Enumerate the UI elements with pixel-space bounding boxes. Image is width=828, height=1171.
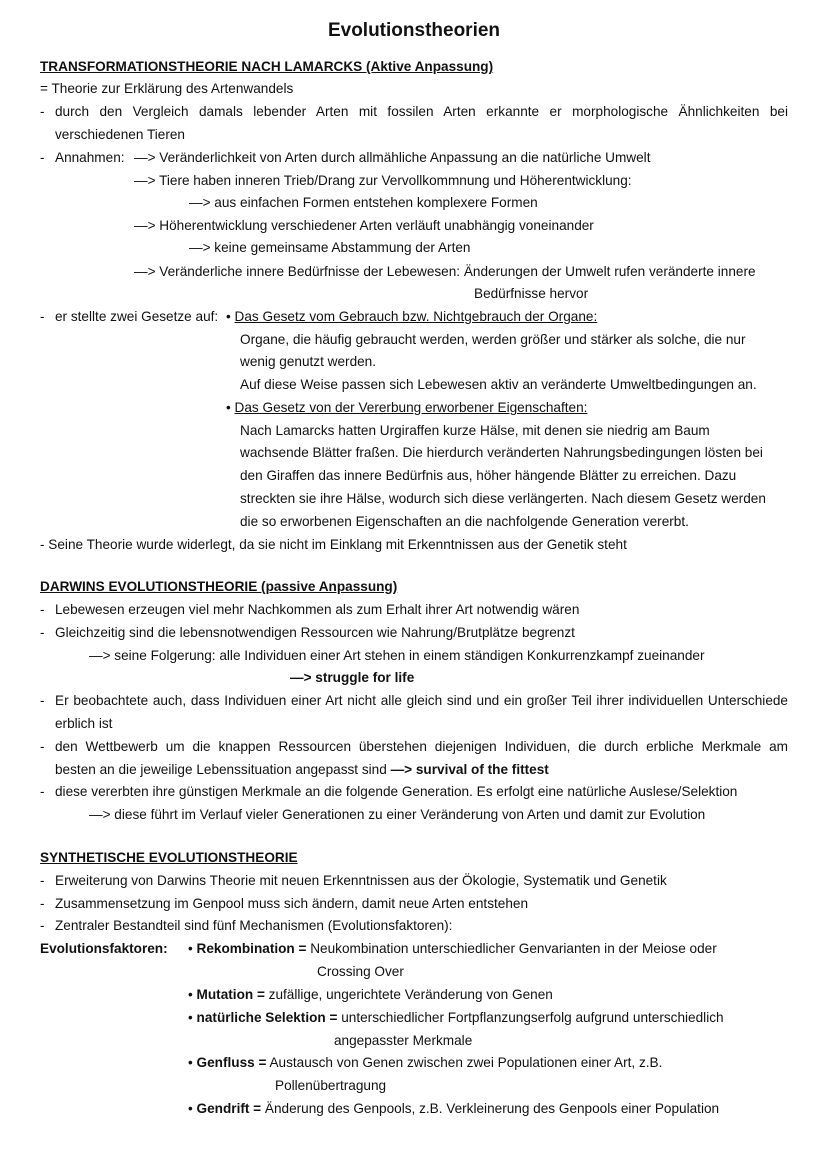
law-2-title: • Das Gesetz von der Vererbung erworbener Eigenschaften: xyxy=(226,400,588,415)
law-1-title-text: Das Gesetz vom Gebrauch bzw. Nichtgebrauch der Organe: xyxy=(234,309,598,324)
bullet-dash: - xyxy=(40,602,45,617)
struggle-for-life: —> struggle for life xyxy=(290,670,415,685)
factor-term: Mutation = xyxy=(196,987,265,1002)
bullet-dash: - xyxy=(40,625,45,640)
laws-intro: er stellte zwei Gesetze auf: xyxy=(55,309,219,324)
bullet-dash: - xyxy=(40,918,45,933)
lamarck-heading: TRANSFORMATIONSTHEORIE NACH LAMARCKS (Aktive Anpassung) xyxy=(40,59,494,74)
lamarck-refuted: - Seine Theorie wurde widerlegt, da sie nicht im Einklang mit Erkenntnissen aus der Genetik steht xyxy=(40,537,627,552)
darwin-point-4-text: besten an die jeweilige Lebenssituation angepasst sind xyxy=(55,762,387,777)
factor-text: unterschiedlicher Fortpflanzungserfolg aufgrund unterschiedlich xyxy=(337,1010,724,1025)
bullet-dash: - xyxy=(40,693,45,708)
law-1-line: Organe, die häufig gebraucht werden, werden größer und stärker als solche, die nur xyxy=(240,332,746,347)
darwin-point-4-line-2 xyxy=(55,760,549,779)
bullet-dash: - xyxy=(40,150,45,165)
factor-rekombination-cont: Crossing Over xyxy=(317,964,404,979)
factor-genfluss-cont: Pollenübertragung xyxy=(275,1078,387,1093)
factor-text: Neukombination unterschiedlicher Genvarianten in der Meiose oder xyxy=(306,941,717,956)
synthetic-heading: SYNTHETISCHE EVOLUTIONSTHEORIE xyxy=(40,850,298,865)
factor-genfluss: • Genfluss = Austausch von Genen zwischen zwei Populationen einer Art, z.B. xyxy=(188,1055,663,1070)
factor-text: zufällige, ungerichtete Veränderung von Genen xyxy=(264,987,553,1002)
assumption-4: —> Veränderliche innere Bedürfnisse der Lebewesen: Änderungen der Umwelt rufen veränderte innere xyxy=(134,264,756,279)
factors-label: Evolutionsfaktoren: xyxy=(40,941,168,956)
lamarck-comparison-line-2: verschiedenen Tieren xyxy=(55,127,185,142)
page-title: Evolutionstheorien xyxy=(327,20,501,41)
lamarck-comparison-line-1: durch den Vergleich damals lebender Arten mit fossilen Arten erkannte er morphologische Ähnlichkeiten bei xyxy=(55,104,788,119)
darwin-conclusion: —> seine Folgerung: alle Individuen einer Art stehen in einem ständigen Konkurrenzkampf zueinander xyxy=(89,648,705,663)
synthetic-point-3: Zentraler Bestandteil sind fünf Mechanismen (Evolutionsfaktoren): xyxy=(55,918,453,933)
factor-selektion-cont: angepasster Merkmale xyxy=(334,1033,473,1048)
law-1-title: • Das Gesetz vom Gebrauch bzw. Nichtgebrauch der Organe: xyxy=(226,309,598,324)
assumption-3-sub: —> keine gemeinsame Abstammung der Arten xyxy=(189,240,471,255)
darwin-point-2: Gleichzeitig sind die lebensnotwendigen Ressourcen wie Nahrung/Brutplätze begrenzt xyxy=(55,625,575,640)
factor-text: Änderung des Genpools, z.B. Verkleinerung des Genpools einer Population xyxy=(261,1101,720,1116)
darwin-point-4-line-1: den Wettbewerb um die knappen Ressourcen überstehen diejenigen Individuen, die durch erbliche Merkmale am xyxy=(55,739,788,754)
assumptions-label: Annahmen: xyxy=(55,150,125,165)
survival-of-the-fittest: —> survival of the fittest xyxy=(390,762,549,777)
bullet-dash: - xyxy=(40,309,45,324)
darwin-point-3-line-2: erblich ist xyxy=(55,716,113,731)
factor-term: Genfluss = xyxy=(196,1055,267,1070)
bullet-dash: - xyxy=(40,873,45,888)
darwin-point-5: diese vererbten ihre günstigen Merkmale an die folgende Generation. Es erfolgt eine natürliche Auslese/Selektion xyxy=(55,784,738,799)
factor-rekombination: • Rekombination = Neukombination unterschiedlicher Genvarianten in der Meiose oder xyxy=(188,941,717,956)
bullet-dash: - xyxy=(40,104,45,119)
assumption-4-cont: Bedürfnisse hervor xyxy=(474,286,589,301)
factor-term: Gendrift = xyxy=(196,1101,262,1116)
law-2-line: die so erworbenen Eigenschaften an die nachfolgende Generation vererbt. xyxy=(240,514,689,529)
assumption-2: —> Tiere haben inneren Trieb/Drang zur Vervollkommnung und Höherentwicklung: xyxy=(134,173,632,188)
law-2-line: wachsende Blätter fraßen. Die hierdurch veränderten Nahrungsbedingungen lösten bei xyxy=(240,445,763,460)
factor-selektion: • natürliche Selektion = unterschiedlicher Fortpflanzungserfolg aufgrund unterschiedlich xyxy=(188,1010,724,1025)
darwin-point-3-line-1: Er beobachtete auch, dass Individuen einer Art nicht alle gleich sind und ein großer Teil ihrer individuellen Unterschiede xyxy=(55,693,788,708)
assumption-1: —> Veränderlichkeit von Arten durch allmähliche Anpassung an die natürliche Umwelt xyxy=(134,150,651,165)
law-2-line: den Giraffen das innere Bedürfnis aus, höher hängende Blätter zu erreichen. Dazu xyxy=(240,468,737,483)
assumption-3: —> Höherentwicklung verschiedener Arten verläuft unabhängig voneinander xyxy=(134,218,594,233)
law-2-line: Nach Lamarcks hatten Urgiraffen kurze Hälse, mit denen sie niedrig am Baum xyxy=(240,423,710,438)
bullet-dash: - xyxy=(40,784,45,799)
law-2-title-text: Das Gesetz von der Vererbung erworbener Eigenschaften: xyxy=(234,400,588,415)
darwin-point-1: Lebewesen erzeugen viel mehr Nachkommen als zum Erhalt ihrer Art notwendig wären xyxy=(55,602,580,617)
law-2-line: streckten sie ihre Hälse, wodurch sich diese verlängerten. Nach diesem Gesetz werden xyxy=(240,491,766,506)
factor-text: Austausch von Genen zwischen zwei Populationen einer Art, z.B. xyxy=(266,1055,663,1070)
law-1-line: wenig genutzt werden. xyxy=(240,354,377,369)
synthetic-point-2: Zusammensetzung im Genpool muss sich ändern, damit neue Arten entstehen xyxy=(55,896,529,911)
lamarck-definition: = Theorie zur Erklärung des Artenwandels xyxy=(40,81,294,96)
factor-term: natürliche Selektion = xyxy=(196,1010,338,1025)
factor-term: Rekombination = xyxy=(196,941,307,956)
bullet-dash: - xyxy=(40,739,45,754)
factor-mutation: • Mutation = zufällige, ungerichtete Veränderung von Genen xyxy=(188,987,553,1002)
bullet-dash: - xyxy=(40,896,45,911)
factor-gendrift: • Gendrift = Änderung des Genpools, z.B. Verkleinerung des Genpools einer Population xyxy=(188,1101,720,1116)
law-1-line: Auf diese Weise passen sich Lebewesen aktiv an veränderte Umweltbedingungen an. xyxy=(240,377,757,392)
synthetic-point-1: Erweiterung von Darwins Theorie mit neuen Erkenntnissen aus der Ökologie, Systematik und Genetik xyxy=(55,873,667,888)
darwin-point-5-conclusion: —> diese führt im Verlauf vieler Generationen zu einer Veränderung von Arten und damit zur Evolution xyxy=(89,807,706,822)
assumption-2-sub: —> aus einfachen Formen entstehen komplexere Formen xyxy=(189,195,538,210)
darwin-heading: DARWINS EVOLUTIONSTHEORIE (passive Anpassung) xyxy=(40,579,398,594)
